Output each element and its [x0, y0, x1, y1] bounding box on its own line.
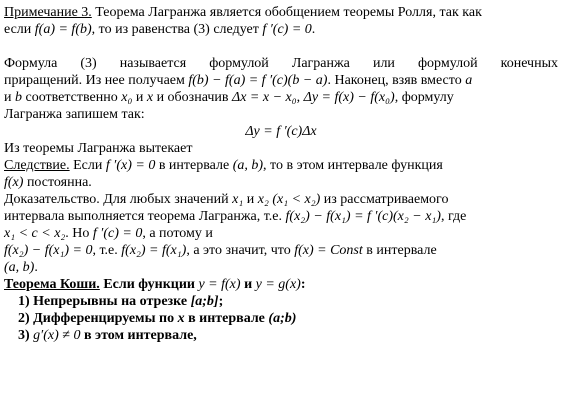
cauchy-text-a: Если функции — [99, 277, 199, 292]
proof-line-4 — [4, 242, 558, 259]
fx-const: f(x) = Const — [294, 243, 363, 258]
y-eq-gx: y = g(x) — [255, 277, 301, 292]
formula-text-a: приращений. Из нее получаем — [4, 73, 189, 88]
delta-y-def: Δy = f(x) − f(x₀) — [303, 90, 395, 105]
cauchy-text-c: : — [300, 277, 306, 292]
fprime-c-zero: f ′(c) = 0 — [92, 226, 143, 241]
cauchy-text-b: и — [240, 277, 256, 292]
corollary-text-d: постоянна. — [23, 175, 92, 190]
interval-ab: (a, b) — [232, 158, 264, 173]
item-text: Дифференцируемы по — [29, 311, 178, 326]
formula-fa-equals-fb: f(a) = f(b) — [34, 22, 92, 37]
list-item — [4, 310, 558, 327]
proof-line-1 — [4, 191, 558, 208]
remark-line-2 — [4, 21, 558, 38]
formula-line-1: Формула (3) называется формулой Лагранжа или формулой конечных — [4, 56, 558, 71]
proof-text-b: и — [243, 192, 258, 207]
corollary-intro: Из теоремы Лагранжа вытекает — [4, 141, 193, 156]
var-a: a — [465, 73, 473, 88]
proof-text-g: . Но — [65, 226, 93, 241]
corollary-label: Следствие. — [4, 158, 70, 173]
x1-c-x2: x₁ < c < x₂ — [4, 226, 66, 241]
item-text-mid: в интервале — [184, 311, 269, 326]
item-text-end: в этом интервале, — [80, 328, 197, 343]
formula-text-b: . Наконец, взяв вместо — [327, 73, 466, 88]
lagrange-difference-formula: f(b) − f(a) = f ′(c)(b − a) — [188, 73, 328, 88]
formula-text-e: и — [132, 90, 147, 105]
interval-ab-2: (a, b) — [4, 260, 35, 275]
var-x1: x₁ — [232, 192, 244, 207]
formula-line-2 — [4, 72, 558, 89]
interval-ab-3: (a;b) — [268, 311, 297, 326]
item-text: Непрерывны на отрезке — [29, 294, 191, 309]
fx: f(x) — [4, 175, 24, 190]
var-x: x — [146, 90, 154, 105]
remark-label: Примечание 3. — [4, 5, 92, 20]
proof-line-2 — [4, 208, 558, 225]
remark-text-c: . — [311, 22, 316, 37]
lagrange-formula-centered: Δy = f ′(c)Δx — [245, 124, 317, 139]
corollary-text-b: в интервале — [155, 158, 233, 173]
corollary-line-2 — [4, 174, 558, 191]
segment-ab: [a;b] — [190, 294, 219, 309]
remark-text-a: если — [4, 22, 35, 37]
formula-line-4: Лагранжа запишем так: — [4, 107, 145, 122]
corollary-text-a: Если — [69, 158, 106, 173]
list-item — [4, 327, 558, 344]
remark-line-1 — [4, 4, 558, 21]
x1-lt-x2: (x₁ < x₂) — [272, 192, 321, 207]
delta-x-def: Δx = x − x₀ — [232, 90, 297, 105]
proof-paragraph — [4, 191, 558, 276]
y-eq-fx: y = f(x) — [198, 277, 241, 292]
formula-text-f: и обозначив — [153, 90, 232, 105]
formula-line-3 — [4, 89, 558, 106]
lagrange-x1-x2: f(x₂) − f(x₁) = f ′(c)(x₂ − x₁) — [285, 209, 441, 224]
var-b: b — [15, 90, 22, 105]
fx2-eq-fx1: f(x₂) = f(x₁) — [121, 243, 187, 258]
proof-line-5 — [4, 259, 558, 276]
remark-paragraph — [4, 4, 558, 38]
cauchy-conditions-list — [4, 293, 558, 344]
proof-text-a: Доказательство. Для любых значений — [4, 192, 233, 207]
document — [4, 4, 558, 344]
corollary-paragraph — [4, 157, 558, 191]
remark-text-b: , то из равенства (3) следует — [91, 22, 263, 37]
fprime-x-zero: f ′(x) = 0 — [105, 158, 156, 173]
corollary-text-c: , то в этом интервале функция — [263, 158, 443, 173]
proof-line-3 — [4, 225, 558, 242]
proof-text-i: , т.е. — [92, 243, 122, 258]
proof-text-l: . — [34, 260, 38, 275]
formula-text-d: соответственно — [22, 90, 122, 105]
formula-paragraph — [4, 55, 558, 123]
list-item — [4, 293, 558, 310]
var-x2: x₂ — [257, 192, 269, 207]
cauchy-label: Теорема Коши. — [4, 277, 100, 292]
corollary-line-1 — [4, 157, 558, 174]
remark-text: Теорема Лагранжа является обобщением теоремы Ролля, так как — [91, 5, 482, 20]
formula-fprime-c-zero: f ′(c) = 0 — [262, 22, 312, 37]
formula-text-g: , — [296, 90, 304, 105]
item-text-end: ; — [218, 294, 224, 309]
item-number: 2) — [18, 311, 30, 326]
cauchy-heading — [4, 276, 558, 293]
item-number: 1) — [18, 294, 30, 309]
proof-text-k: в интервале — [362, 243, 437, 258]
proof-text-h: , а потому и — [142, 226, 213, 241]
formula-text-h: , формулу — [394, 90, 454, 105]
diff-zero: f(x₂) − f(x₁) = 0 — [4, 243, 93, 258]
proof-text-e: интервала выполняется теорема Лагранжа, т.е. — [4, 209, 286, 224]
proof-text-d: из рассматриваемого — [320, 192, 449, 207]
var-x-bold: x — [177, 311, 185, 326]
spacer — [4, 38, 558, 55]
item-number: 3) — [18, 328, 30, 343]
formula-text-c: и — [4, 90, 15, 105]
proof-text-f: , где — [440, 209, 467, 224]
proof-text-j: , а это значит, что — [186, 243, 295, 258]
var-x0: x₀ — [121, 90, 133, 105]
gprime-ne-zero: g′(x) ≠ 0 — [33, 328, 81, 343]
